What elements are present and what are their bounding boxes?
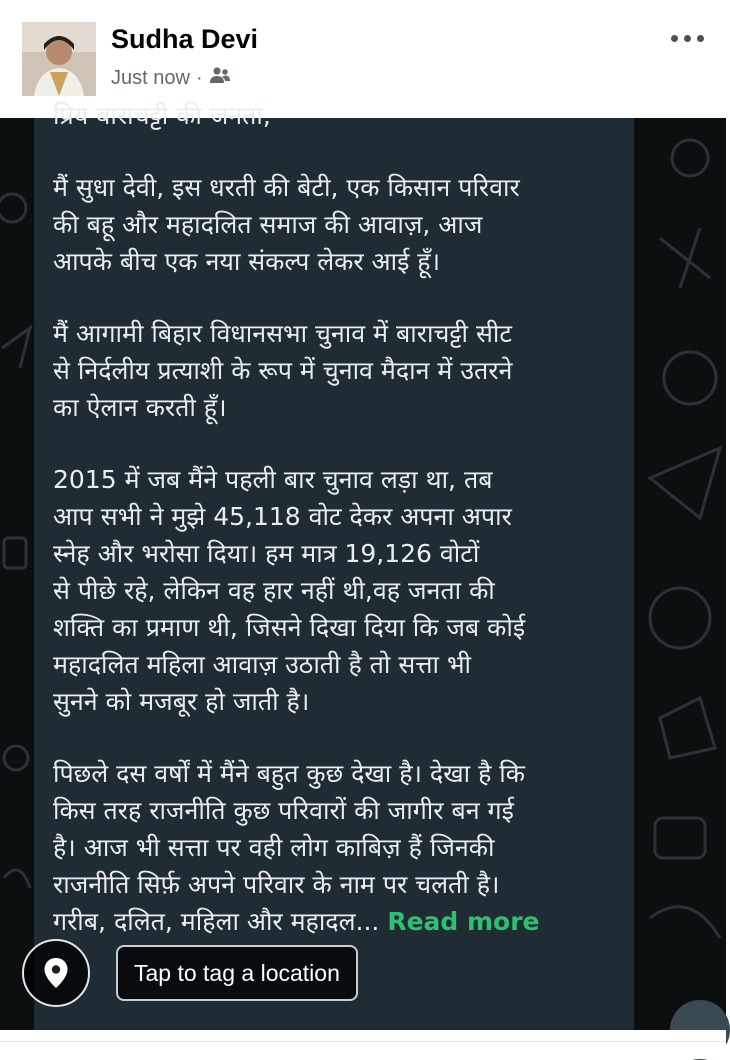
message-line: शक्ति का प्रमाण थी, जिसने दिखा दिया कि जब कोई [53,613,526,642]
avatar-image [22,22,96,96]
message-line: सुनने को मजबूर हो जाती है। [53,687,310,716]
message-line: की बहू और महादलित समाज की आवाज़, आज [53,210,483,239]
meta-separator: · [195,66,203,89]
message-truncated-text: गरीब, दलित, महिला और महादल... [53,907,380,936]
post-footer-divider [0,1030,726,1059]
author-name[interactable]: Sudha Devi [111,24,259,54]
message-line: आपके बीच एक नया संकल्प लेकर आई हूँ। [53,247,441,276]
more-options-icon[interactable] [668,26,708,50]
message-line: राजनीति सिर्फ़ अपने परिवार के नाम पर चलती है। [53,870,500,899]
avatar[interactable] [22,22,96,96]
message-line: 2015 में जब मैंने पहली बार चुनाव लड़ा था, तब [53,465,493,494]
message-line: महादलित महिला आवाज़ उठाती है तो सत्ता भी [53,650,472,679]
message-line: स्नेह और भरोसा दिया। हम मात्र 19,126 वोटों [53,539,480,568]
read-more-link[interactable]: Read more [387,907,540,936]
post-meta [111,66,231,90]
message-line: है। आज भी सत्ता पर वही लोग काबिज़ हैं जिनकी [53,833,495,862]
message-line: मैं सुधा देवी, इस धरती की बेटी, एक किसान परिवार [53,173,520,202]
message-line: से निर्दलीय प्रत्याशी के रूप में चुनाव मैदान में उतरने [53,356,513,385]
message-line: आप सभी ने मुझे 45,118 वोट देकर अपना अपार [53,502,512,531]
message-line: प्रिय बाराचट्टी की जनता, [53,101,271,130]
message-last-line [53,903,623,940]
message-line: किस तरह राजनीति कुछ परिवारों की जागीर बन गई [53,796,514,825]
message-text [53,101,623,940]
message-line: का ऐलान करती हूँ। [53,393,227,422]
post-photo[interactable] [0,101,726,1030]
message-line: मैं आगामी बिहार विधानसभा चुनाव में बाराचट्टी सीट [53,319,512,348]
post-timestamp[interactable]: Just now [111,66,190,89]
friends-icon[interactable] [209,66,231,90]
tag-location-button[interactable]: Tap to tag a location [116,945,358,1001]
tag-location-bar [22,938,358,1008]
message-line: पिछले दस वर्षों में मैंने बहुत कुछ देखा है। देखा है कि [53,759,525,788]
message-line: से पीछे रहे, लेकिन वह हार नहीं थी,वह जनता की [53,576,495,605]
divider-line [0,1041,726,1042]
location-pin-icon[interactable] [22,939,90,1007]
